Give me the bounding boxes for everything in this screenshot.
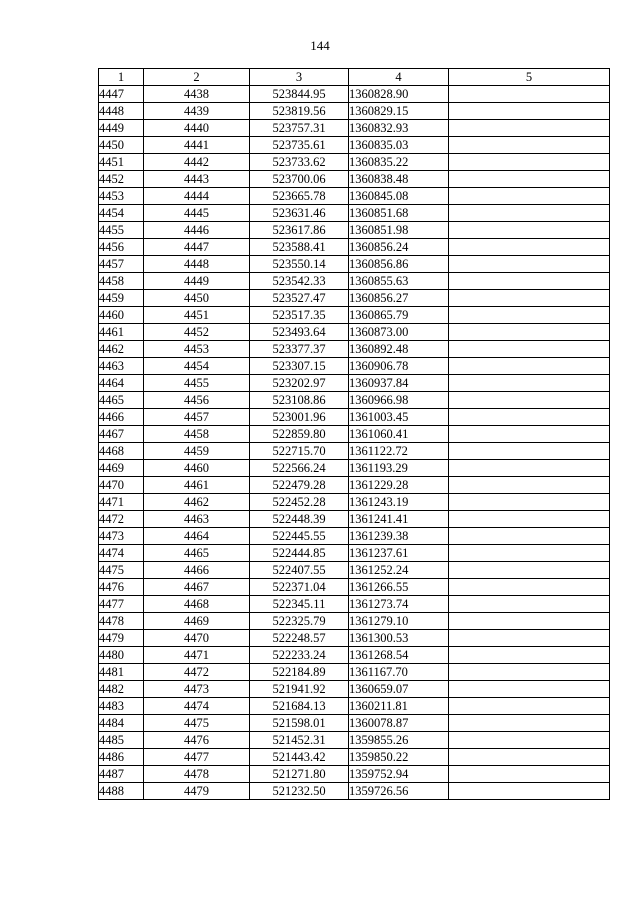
table-cell-col3: 522452.28	[250, 494, 349, 511]
table-cell-col2: 4452	[144, 324, 250, 341]
table-cell-col1: 4463	[99, 358, 144, 375]
table-cell-col1: 4478	[99, 613, 144, 630]
table-cell-col3: 523202.97	[250, 375, 349, 392]
table-cell-col2: 4458	[144, 426, 250, 443]
table-row	[99, 698, 610, 715]
table-cell-col2: 4465	[144, 545, 250, 562]
table-row	[99, 732, 610, 749]
table-cell-col5	[449, 647, 610, 664]
table-row	[99, 579, 610, 596]
table-cell-col1: 4459	[99, 290, 144, 307]
table-cell-col1: 4456	[99, 239, 144, 256]
table-cell-col4: 1361300.53	[349, 630, 449, 647]
table-cell-col2: 4461	[144, 477, 250, 494]
table-cell-col5	[449, 732, 610, 749]
table-cell-col4: 1361193.29	[349, 460, 449, 477]
table-cell-col5	[449, 273, 610, 290]
table-cell-col4: 1360856.27	[349, 290, 449, 307]
table-cell-col5	[449, 307, 610, 324]
table-cell-col3: 522444.85	[250, 545, 349, 562]
table-row	[99, 715, 610, 732]
table-cell-col4: 1360835.03	[349, 137, 449, 154]
table-cell-col4: 1360856.24	[349, 239, 449, 256]
table-cell-col4: 1361266.55	[349, 579, 449, 596]
table-cell-col1: 4471	[99, 494, 144, 511]
table-row	[99, 273, 610, 290]
table-cell-col2: 4476	[144, 732, 250, 749]
table-cell-col3: 521941.92	[250, 681, 349, 698]
table-cell-col2: 4451	[144, 307, 250, 324]
table-cell-col2: 4472	[144, 664, 250, 681]
table-cell-col1: 4480	[99, 647, 144, 664]
table-cell-col3: 523377.37	[250, 341, 349, 358]
table-row	[99, 528, 610, 545]
table-cell-col1: 4450	[99, 137, 144, 154]
table-row	[99, 426, 610, 443]
table-cell-col1: 4447	[99, 86, 144, 103]
table-cell-col5	[449, 596, 610, 613]
table-cell-col3: 522445.55	[250, 528, 349, 545]
table-cell-col5	[449, 443, 610, 460]
table-cell-col4: 1360659.07	[349, 681, 449, 698]
table-cell-col4: 1360873.00	[349, 324, 449, 341]
table-cell-col4: 1360829.15	[349, 103, 449, 120]
table-row	[99, 120, 610, 137]
table-cell-col5	[449, 392, 610, 409]
table-cell-col4: 1361229.28	[349, 477, 449, 494]
table-cell-col3: 522233.24	[250, 647, 349, 664]
table-cell-col3: 523617.86	[250, 222, 349, 239]
table-row	[99, 681, 610, 698]
table-cell-col3: 522248.57	[250, 630, 349, 647]
table-cell-col5	[449, 749, 610, 766]
table-row	[99, 290, 610, 307]
table-cell-col5	[449, 664, 610, 681]
table-cell-col2: 4475	[144, 715, 250, 732]
table-cell-col3: 523844.95	[250, 86, 349, 103]
table-cell-col4: 1361239.38	[349, 528, 449, 545]
table-cell-col4: 1361273.74	[349, 596, 449, 613]
table-cell-col3: 522325.79	[250, 613, 349, 630]
table-row	[99, 103, 610, 120]
table-cell-col5	[449, 494, 610, 511]
table-cell-col4: 1360892.48	[349, 341, 449, 358]
table-row	[99, 409, 610, 426]
table-row	[99, 630, 610, 647]
table-row	[99, 562, 610, 579]
table-cell-col4: 1360906.78	[349, 358, 449, 375]
table-cell-col5	[449, 86, 610, 103]
table-cell-col3: 521271.80	[250, 766, 349, 783]
table-cell-col2: 4449	[144, 273, 250, 290]
table-row	[99, 392, 610, 409]
table-cell-col2: 4442	[144, 154, 250, 171]
table-cell-col5	[449, 256, 610, 273]
table-cell-col3: 523527.47	[250, 290, 349, 307]
coordinates-table	[98, 68, 610, 800]
table-cell-col5	[449, 562, 610, 579]
table-cell-col1: 4455	[99, 222, 144, 239]
table-cell-col2: 4439	[144, 103, 250, 120]
table-cell-col2: 4468	[144, 596, 250, 613]
table-cell-col3: 523307.15	[250, 358, 349, 375]
table-cell-col1: 4448	[99, 103, 144, 120]
table-cell-col2: 4477	[144, 749, 250, 766]
table-cell-col4: 1361060.41	[349, 426, 449, 443]
table-cell-col1: 4477	[99, 596, 144, 613]
table-cell-col4: 1360937.84	[349, 375, 449, 392]
table-cell-col4: 1359850.22	[349, 749, 449, 766]
table-cell-col2: 4453	[144, 341, 250, 358]
table-cell-col3: 523819.56	[250, 103, 349, 120]
table-cell-col1: 4487	[99, 766, 144, 783]
table-cell-col5	[449, 239, 610, 256]
table-cell-col4: 1361252.24	[349, 562, 449, 579]
table-cell-col2: 4471	[144, 647, 250, 664]
table-cell-col1: 4458	[99, 273, 144, 290]
table-row	[99, 511, 610, 528]
table-cell-col3: 523665.78	[250, 188, 349, 205]
table-cell-col4: 1360211.81	[349, 698, 449, 715]
table-cell-col3: 521452.31	[250, 732, 349, 749]
table-row	[99, 205, 610, 222]
table-cell-col1: 4472	[99, 511, 144, 528]
table-cell-col1: 4484	[99, 715, 144, 732]
table-cell-col1: 4488	[99, 783, 144, 800]
table-row	[99, 477, 610, 494]
table-cell-col3: 522184.89	[250, 664, 349, 681]
table-cell-col2: 4479	[144, 783, 250, 800]
table-row	[99, 188, 610, 205]
table-cell-col3: 522715.70	[250, 443, 349, 460]
table-cell-col4: 1359752.94	[349, 766, 449, 783]
table-cell-col2: 4440	[144, 120, 250, 137]
table-cell-col5	[449, 511, 610, 528]
table-body	[99, 86, 610, 800]
table-cell-col1: 4452	[99, 171, 144, 188]
table-cell-col5	[449, 579, 610, 596]
table-cell-col4: 1360838.48	[349, 171, 449, 188]
table-cell-col3: 523700.06	[250, 171, 349, 188]
table-cell-col5	[449, 528, 610, 545]
page-number: 144	[310, 38, 330, 53]
table-cell-col2: 4459	[144, 443, 250, 460]
table-cell-col5	[449, 681, 610, 698]
table-row	[99, 137, 610, 154]
column-header-5: 5	[449, 69, 610, 86]
table-cell-col2: 4464	[144, 528, 250, 545]
table-cell-col1: 4470	[99, 477, 144, 494]
table-row	[99, 664, 610, 681]
table-cell-col2: 4467	[144, 579, 250, 596]
table-cell-col4: 1360851.68	[349, 205, 449, 222]
table-cell-col1: 4467	[99, 426, 144, 443]
table-cell-col1: 4482	[99, 681, 144, 698]
table-cell-col5	[449, 154, 610, 171]
table-cell-col2: 4456	[144, 392, 250, 409]
table-cell-col1: 4468	[99, 443, 144, 460]
table-cell-col3: 522859.80	[250, 426, 349, 443]
table-cell-col2: 4470	[144, 630, 250, 647]
table-row	[99, 460, 610, 477]
table-cell-col5	[449, 766, 610, 783]
column-header-1: 1	[99, 69, 144, 86]
table-cell-col4: 1360845.08	[349, 188, 449, 205]
table-cell-col5	[449, 426, 610, 443]
table-cell-col4: 1360856.86	[349, 256, 449, 273]
table-cell-col1: 4485	[99, 732, 144, 749]
table-cell-col1: 4461	[99, 324, 144, 341]
table-row	[99, 596, 610, 613]
table-cell-col1: 4462	[99, 341, 144, 358]
table-cell-col3: 523733.62	[250, 154, 349, 171]
table-cell-col2: 4474	[144, 698, 250, 715]
table-cell-col1: 4454	[99, 205, 144, 222]
table-cell-col2: 4457	[144, 409, 250, 426]
table-cell-col1: 4451	[99, 154, 144, 171]
table-cell-col3: 522371.04	[250, 579, 349, 596]
column-header-4: 4	[349, 69, 449, 86]
table-cell-col2: 4478	[144, 766, 250, 783]
table-cell-col1: 4479	[99, 630, 144, 647]
table-cell-col4: 1360828.90	[349, 86, 449, 103]
table-row	[99, 324, 610, 341]
table-cell-col4: 1361241.41	[349, 511, 449, 528]
table-cell-col2: 4445	[144, 205, 250, 222]
table-cell-col2: 4462	[144, 494, 250, 511]
table-cell-col5	[449, 290, 610, 307]
table-row	[99, 154, 610, 171]
table-row	[99, 545, 610, 562]
table-cell-col5	[449, 171, 610, 188]
table-cell-col5	[449, 375, 610, 392]
table-row	[99, 171, 610, 188]
table-cell-col2: 4448	[144, 256, 250, 273]
table-row	[99, 494, 610, 511]
table-cell-col3: 521598.01	[250, 715, 349, 732]
table-cell-col3: 523550.14	[250, 256, 349, 273]
table-cell-col4: 1359726.56	[349, 783, 449, 800]
table-cell-col5	[449, 783, 610, 800]
table-cell-col1: 4465	[99, 392, 144, 409]
table-cell-col1: 4473	[99, 528, 144, 545]
table-cell-col2: 4473	[144, 681, 250, 698]
table-cell-col1: 4457	[99, 256, 144, 273]
table-row	[99, 613, 610, 630]
table-cell-col5	[449, 222, 610, 239]
table-cell-col4: 1361122.72	[349, 443, 449, 460]
table-cell-col5	[449, 545, 610, 562]
table-row	[99, 375, 610, 392]
table-cell-col2: 4455	[144, 375, 250, 392]
table-cell-col1: 4474	[99, 545, 144, 562]
table-cell-col2: 4463	[144, 511, 250, 528]
table-cell-col1: 4481	[99, 664, 144, 681]
table-cell-col5	[449, 409, 610, 426]
table-cell-col3: 522407.55	[250, 562, 349, 579]
table-cell-col1: 4464	[99, 375, 144, 392]
table-cell-col5	[449, 188, 610, 205]
table-cell-col2: 4466	[144, 562, 250, 579]
table-row	[99, 239, 610, 256]
table-cell-col2: 4443	[144, 171, 250, 188]
table-cell-col3: 521443.42	[250, 749, 349, 766]
table-cell-col5	[449, 103, 610, 120]
table-header-row	[99, 69, 610, 86]
table-row	[99, 749, 610, 766]
table-cell-col3: 523001.96	[250, 409, 349, 426]
table-cell-col3: 522566.24	[250, 460, 349, 477]
table-cell-col3: 523542.33	[250, 273, 349, 290]
table-cell-col4: 1360851.98	[349, 222, 449, 239]
table-cell-col1: 4453	[99, 188, 144, 205]
table-cell-col5	[449, 715, 610, 732]
table-cell-col5	[449, 137, 610, 154]
table-cell-col1: 4476	[99, 579, 144, 596]
table-cell-col2: 4450	[144, 290, 250, 307]
table-cell-col3: 523735.61	[250, 137, 349, 154]
table-cell-col3: 522479.28	[250, 477, 349, 494]
table-row	[99, 86, 610, 103]
table-cell-col4: 1361237.61	[349, 545, 449, 562]
table-row	[99, 766, 610, 783]
table-row	[99, 358, 610, 375]
table-cell-col5	[449, 613, 610, 630]
table-cell-col4: 1360966.98	[349, 392, 449, 409]
table-cell-col4: 1360855.63	[349, 273, 449, 290]
table-cell-col4: 1359855.26	[349, 732, 449, 749]
table-cell-col4: 1361279.10	[349, 613, 449, 630]
table-cell-col5	[449, 477, 610, 494]
table-cell-col5	[449, 205, 610, 222]
table-row	[99, 256, 610, 273]
table-cell-col3: 523108.86	[250, 392, 349, 409]
table-row	[99, 783, 610, 800]
table-cell-col3: 523517.35	[250, 307, 349, 324]
table-cell-col5	[449, 698, 610, 715]
table-cell-col2: 4444	[144, 188, 250, 205]
table-cell-col2: 4438	[144, 86, 250, 103]
table-cell-col2: 4469	[144, 613, 250, 630]
table-cell-col3: 522448.39	[250, 511, 349, 528]
table-row	[99, 647, 610, 664]
table-row	[99, 443, 610, 460]
table-cell-col5	[449, 630, 610, 647]
table-cell-col3: 523631.46	[250, 205, 349, 222]
column-header-3: 3	[250, 69, 349, 86]
table-cell-col1: 4483	[99, 698, 144, 715]
table-cell-col3: 523757.31	[250, 120, 349, 137]
table-cell-col1: 4449	[99, 120, 144, 137]
table-cell-col2: 4460	[144, 460, 250, 477]
table-cell-col3: 521232.50	[250, 783, 349, 800]
table-cell-col2: 4446	[144, 222, 250, 239]
table-cell-col5	[449, 358, 610, 375]
table-cell-col5	[449, 120, 610, 137]
table-cell-col5	[449, 460, 610, 477]
table-cell-col4: 1361167.70	[349, 664, 449, 681]
table-cell-col2: 4447	[144, 239, 250, 256]
table-cell-col1: 4469	[99, 460, 144, 477]
table-cell-col1: 4486	[99, 749, 144, 766]
table-cell-col2: 4454	[144, 358, 250, 375]
table-cell-col4: 1360832.93	[349, 120, 449, 137]
table-cell-col4: 1360835.22	[349, 154, 449, 171]
table-cell-col5	[449, 341, 610, 358]
table-cell-col3: 521684.13	[250, 698, 349, 715]
table-cell-col3: 522345.11	[250, 596, 349, 613]
table-row	[99, 222, 610, 239]
table-row	[99, 341, 610, 358]
table-cell-col3: 523493.64	[250, 324, 349, 341]
table-cell-col1: 4475	[99, 562, 144, 579]
table-cell-col4: 1361003.45	[349, 409, 449, 426]
table-cell-col5	[449, 324, 610, 341]
table-cell-col1: 4460	[99, 307, 144, 324]
table-cell-col4: 1361268.54	[349, 647, 449, 664]
table-cell-col1: 4466	[99, 409, 144, 426]
column-header-2: 2	[144, 69, 250, 86]
table-cell-col4: 1360865.79	[349, 307, 449, 324]
table-cell-col3: 523588.41	[250, 239, 349, 256]
table-cell-col4: 1360078.87	[349, 715, 449, 732]
table-cell-col4: 1361243.19	[349, 494, 449, 511]
table-row	[99, 307, 610, 324]
table-cell-col2: 4441	[144, 137, 250, 154]
